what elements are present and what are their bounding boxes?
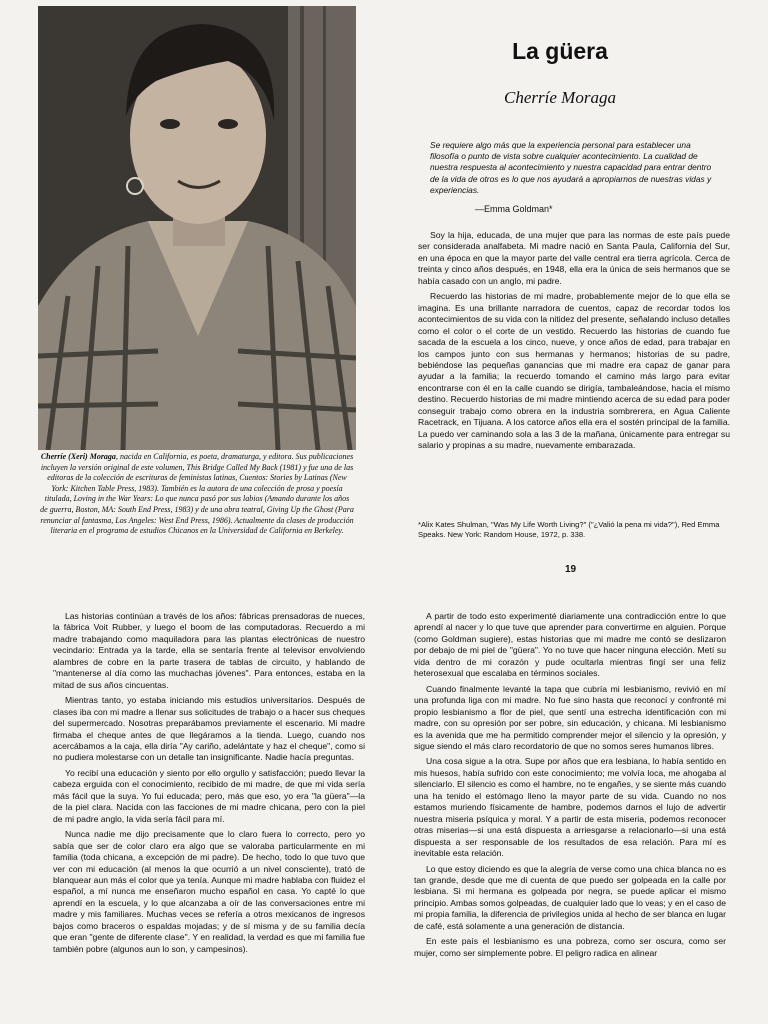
paragraph: Cuando finalmente levanté la tapa que cubría mi lesbianismo, revivió en mí una profunda liga con mi madre. No fue sino hasta que reconocí y confronté mi propio lesbianismo a flor de piel, que sentí una estrecha identificación con mi madre, con su opresión por ser pobre, sin educación, y chicana. Mi lesbianismo es la avenida que me ha permitido comprender mejor el silencio y la opresión, y sigue siendo el más claro recordatorio de que no somos seres humanos libres. xyxy=(414,683,726,751)
paragraph: En este país el lesbianismo es una pobreza, como ser oscura, como ser mujer, como ser simplemente pobre. El peligro radica en alinear xyxy=(414,936,726,958)
column-bottom-right xyxy=(414,611,726,963)
paragraph: Una cosa sigue a la otra. Supe por años que era lesbiana, lo había sentido en mis huesos, había sufrido con este conocimiento; me volvía loca, me ahogaba al silenciarlo. El silencio es como el hambre, no te engañes, y se siente más cuando una ha tenido el estómago lleno la mayor parte de su vida. Cuando no nos estamos muriendo físicamente de hambre, podemos darnos el lujo de advertir nuestra miseria psíquica y moral. Y a partir de esta miseria, podemos reconocer otras miserias—si una está dispuesta a arriesgarse a relacionarlo—si una está dispuesta a ser responsable de los resultados de esa relación. Para mí es inevitable esta relación. xyxy=(414,756,726,859)
essay-author: Cherríe Moraga xyxy=(504,88,616,107)
author-photo xyxy=(38,6,356,450)
essay-title: La güera xyxy=(512,38,608,64)
caption-name: Cherríe (Xeri) Moraga xyxy=(40,452,116,461)
page-number: 19 xyxy=(565,564,577,575)
photo-caption xyxy=(40,452,354,537)
caption-text: , nacida en California, es poeta, dramaturga, y editora. Sus publicaciones incluyen la versión original de este volumen, This Bridge Called My Back (1981) y fue una de las editoras de la colección de escrituras de feministas latinas, Cuentos: Stories by Latinas (New York: Kitchen Table Press, 1983). También es la autora de una colección de prosa y poesía titulada, Loving in the War Years: Lo que nunca pasó por sus labios (Amando durante los años de guerra, Boston, MA: South End Press, 1983) y de una obra teatral, Giving Up the Ghost (Para renunciar al fantasma, Los Angeles: West End Press, 1986). Actualmente da clases de producción literaria en el programa de estudios Chicanos en la Universidad de California en Berkeley. xyxy=(40,452,354,536)
paragraph: A partir de todo esto experimenté diariamente una contradicción entre lo que aprendí al nacer y lo que tuve que aprender para convertirme en alguien. Porque (como Goldman sugiere), estas historias que mi madre me contó se deslizaron por debajo de mi piel de "güera". Yo no tuve que hacer ninguna elección. Metí su vida dentro de mi corazón y pude ocultarla mientras fingí ser una feliz heterosexual que escalaba en términos sociales. xyxy=(414,611,726,679)
paragraph: Yo recibí una educación y siento por ello orgullo y satisfacción; puedo llevar la cabeza erguida con el conocimiento, recibido de mi madre, de que mi vida sería más fácil que la suya. Yo fui educada; pero, más que eso, yo era "la güera"—la de la piel clara. Nacida con las facciones de mi madre chicana, pero con la piel de mi padre anglo, la vida sería fácil para mí. xyxy=(53,767,365,824)
paragraph: Mientras tanto, yo estaba iniciando mis estudios universitarios. Después de clases iba con mi madre a llenar sus solicitudes de trabajo o a hacer sus cheques del supermercado. Nosotras preparábamos previamente el escenario. Mi madre firmaba el cheque antes de que llegáramos a la tienda. Luego, cuando nos acercábamos a la caja, ella diría "Ay cariño, adelántate y haz el cheque", como si no pudiera molestarse con un detalle tan insignificante. Nadie hacía preguntas. xyxy=(53,695,365,763)
column-top-right xyxy=(418,230,730,456)
column-bottom-left xyxy=(53,611,365,959)
paragraph: Lo que estoy diciendo es que la alegría de verse como una chica blanca no es tan grande, desde que me di cuenta de que puedo ser golpeada en la calle por lesbiana. Si mi hermana es golpeada por negra, se puede aplicar el mismo principio. Ambas somos golpeadas, de cualquier lado que lo veas; y en el caso de mi propia familia, la diferencia de privilegios unida al hecho de ser blanca en lugar de café, está solamente a una generación de distancia. xyxy=(414,863,726,931)
footnote: *Alix Kates Shulman, "Was My Life Worth Living?" ("¿Valió la pena mi vida?"), Red Emma Speaks. New York: Random House, 1972, p. 338. xyxy=(418,520,720,539)
paragraph: Soy la hija, educada, de una mujer que para las normas de este país puede ser considerada analfabeta. Mi madre nació en Santa Paula, California del Sur, en una época en que la mayor parte del valle central era tierra agrícola. Cerca de treinta y cinco años después, en 1948, ella era la única de seis hermanos que se había casado con un anglo, mi padre. xyxy=(418,230,730,286)
portrait-illustration xyxy=(38,6,356,450)
paragraph: Las historias continúan a través de los años: fábricas prensadoras de nueces, la fábrica Voit Rubber, y luego el boom de las computadoras. Recuerdo a mi madre trabajando como maquiladora para las plantas electrónicas de nuestro vecindario: Entrada ya la tarde, ella se sentaría frente al televisor envolviendo alambres de cobre en la parte trasera de tablas de circuito, y hablando de "mantenerse al día como las muchachas jóvenes". Para entonces, estaba en la mitad de sus años cincuentas. xyxy=(53,611,365,690)
paragraph: Recuerdo las historias de mi madre, probablemente mejor de lo que ella se imagina. Es una brillante narradora de cuentos, capaz de recordar todos los acontecimientos de su vida con la nitidez del presente, señalando incluso detalles como el color o el corte de un vestido. Recuerdo las historias de cuando fue sacada de la escuela a los cinco, nueve, y once años de edad, para trabajar en los campos junto con sus hermanas y hermanos; historias de su padre, bebiéndose las pequeñas ganancias que mi madre era capaz de ganar para ayudar a la familia; la recuerdo tomando el camino más largo para evitar encontrarse con él en la calle cuando se dirigía, tambaleándose, hacia el mismo destino. Recuerdo historias de mi madre mintiendo acerca de su edad para poder conseguir trabajo como obrera en la industria sombrerera, en Agua Caliente Racetrack, en Tijuana. A los catorce años ella era el sostén principal de la familia. La puedo ver caminando sola a las 3 de la mañana, únicamente para entregar su salario y propinas a su madre, nuevamente embarazada. xyxy=(418,291,730,451)
paragraph: Nunca nadie me dijo precisamente que lo claro fuera lo correcto, pero yo sabía que ser de color claro era algo que se valoraba particularmente en mi familia (toda chicana, a excepción de mi padre). De hecho, todo lo que tuvo que ver con mi educación (al menos la que ocurrió a un nivel consciente), trató de blanquear aun más el color que ya tenía. Aunque mi madre hablaba con fluidez el español, a mí nunca me enseñaron mucho español en casa. Yo capté lo que aprendí en la escuela, y lo que alcanzaba a oír de las conversaciones entre mi madre y mis familiares. Muchas veces se refería a otros mexicanos de ingresos bajos como braceros o espaldas mojadas; y de sí misma y de su familia decía que eran "gente de diferente clase". Y en realidad, la verdad es que mi familia fue también pobre (algunos aun lo son, y campesinos). xyxy=(53,829,365,954)
epigraph-source: —Emma Goldman* xyxy=(475,204,553,214)
epigraph: Se requiere algo más que la experiencia personal para establecer una filosofía o punto de vista sobre cualquier acontecimiento. La cualidad de nuestra respuesta al acontecimiento y nuestra capacidad para entrar dentro de la vida de otros es lo que nos ayudará a apropiarnos de nuestras vidas y experiencias. xyxy=(430,140,712,195)
